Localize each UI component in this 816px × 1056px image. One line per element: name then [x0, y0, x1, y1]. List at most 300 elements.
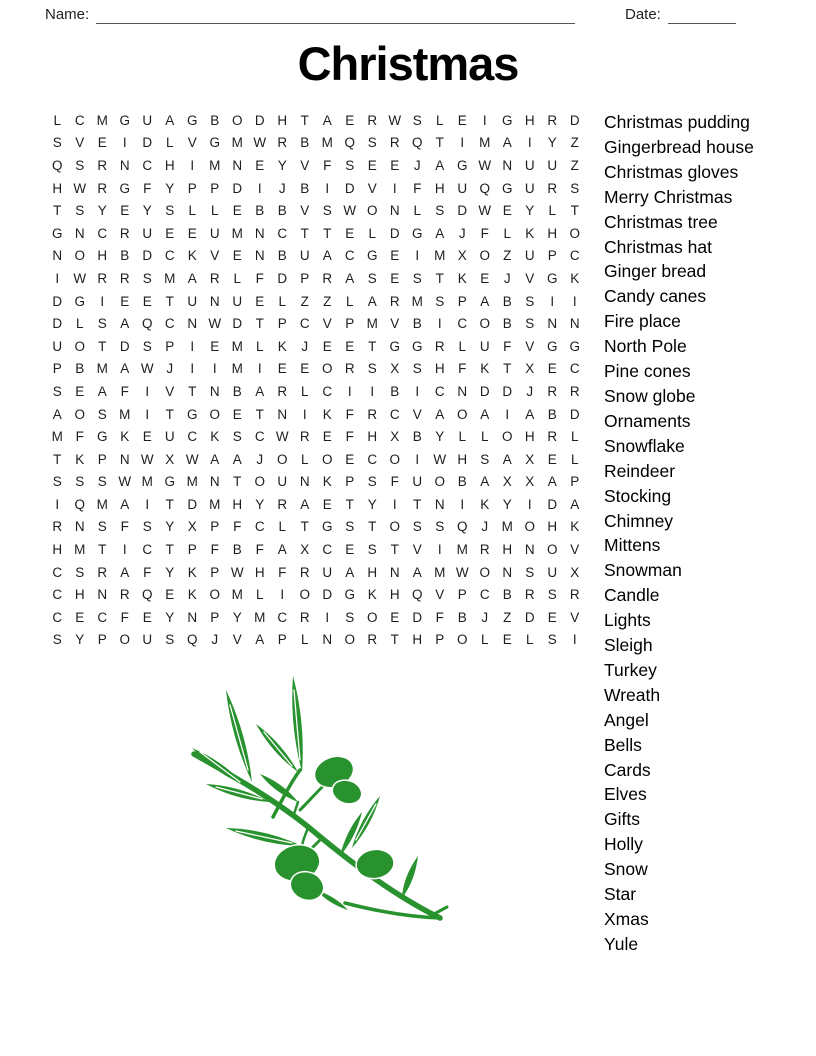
grid-letter: L: [458, 429, 466, 445]
word-list-item: Snow globe: [604, 385, 696, 406]
grid-letter: E: [390, 270, 400, 286]
grid-letter: Y: [525, 203, 535, 219]
grid-letter: K: [277, 338, 287, 354]
grid-letter: L: [300, 451, 309, 467]
grid-letter: F: [413, 180, 422, 196]
grid-letter: U: [524, 157, 535, 173]
grid-letter: P: [457, 587, 467, 603]
grid-letter: W: [118, 474, 132, 490]
grid-letter: E: [97, 135, 107, 151]
grid-letter: P: [165, 338, 175, 354]
grid-letter: E: [120, 203, 130, 219]
grid-letter: I: [550, 293, 555, 309]
grid-letter: W: [185, 451, 199, 467]
grid-letter: T: [413, 496, 422, 512]
grid-letter: U: [524, 248, 535, 264]
grid-letter: O: [344, 632, 355, 648]
grid-letter: L: [300, 383, 309, 399]
grid-letter: T: [188, 383, 197, 399]
word-list-item: Elves: [604, 784, 647, 805]
grid-letter: V: [525, 270, 535, 286]
grid-letter: A: [255, 632, 265, 648]
word-list-item: Candy canes: [604, 286, 707, 307]
grid-letter: M: [321, 135, 333, 151]
grid-letter: G: [366, 248, 378, 264]
grid-letter: B: [300, 135, 310, 151]
grid-letter: C: [254, 519, 265, 535]
grid-letter: L: [188, 203, 196, 219]
grid-letter: M: [74, 542, 86, 558]
grid-letter: S: [525, 293, 535, 309]
grid-letter: S: [142, 519, 152, 535]
grid-letter: B: [547, 406, 557, 422]
grid-letter: I: [325, 180, 330, 196]
grid-letter: Q: [74, 496, 85, 512]
grid-letter: I: [280, 587, 285, 603]
grid-letter: O: [479, 564, 490, 580]
grid-letter: I: [325, 609, 330, 625]
grid-letter: X: [570, 564, 580, 580]
grid-letter: I: [100, 293, 105, 309]
grid-letter: L: [525, 632, 534, 648]
grid-letter: A: [120, 361, 130, 377]
grid-letter: O: [209, 406, 220, 422]
grid-letter: X: [502, 474, 512, 490]
grid-letter: N: [97, 587, 108, 603]
grid-letter: B: [75, 361, 85, 377]
grid-letter: O: [231, 112, 243, 128]
grid-letter: R: [277, 383, 288, 399]
grid-letter: O: [74, 406, 85, 422]
word-list-item: Merry Christmas: [604, 186, 733, 207]
grid-letter: E: [367, 157, 377, 173]
grid-letter: G: [389, 338, 400, 354]
grid-letter: S: [75, 474, 85, 490]
grid-letter: W: [343, 203, 357, 219]
grid-letter: S: [367, 474, 377, 490]
grid-letter: E: [345, 112, 355, 128]
grid-letter: F: [143, 180, 152, 196]
grid-letter: F: [75, 429, 84, 445]
grid-letter: A: [210, 451, 220, 467]
grid-letter: S: [142, 270, 152, 286]
grid-letter: O: [209, 587, 220, 603]
page-title: Christmas: [297, 37, 519, 90]
grid-letter: B: [457, 474, 467, 490]
grid-letter: N: [389, 203, 400, 219]
grid-letter: Y: [165, 180, 175, 196]
grid-letter: M: [231, 225, 243, 241]
grid-letter: R: [299, 429, 310, 445]
grid-letter: U: [479, 338, 490, 354]
grid-letter: E: [232, 406, 242, 422]
grid-letter: N: [209, 383, 220, 399]
grid-letter: A: [367, 293, 377, 309]
grid-letter: D: [389, 225, 400, 241]
grid-letter: E: [142, 429, 152, 445]
grid-letter: I: [55, 496, 60, 512]
grid-letter: V: [570, 542, 580, 558]
grid-letter: P: [277, 316, 287, 332]
grid-letter: R: [277, 135, 288, 151]
grid-letter: T: [53, 203, 62, 219]
grid-letter: O: [479, 248, 490, 264]
grid-letter: X: [525, 361, 535, 377]
grid-letter: E: [547, 451, 557, 467]
grid-letter: O: [524, 519, 535, 535]
grid-letter: U: [457, 180, 468, 196]
grid-letter: B: [502, 293, 512, 309]
grid-letter: U: [547, 564, 558, 580]
grid-letter: C: [322, 383, 333, 399]
grid-letter: M: [51, 429, 63, 445]
grid-letter: S: [547, 587, 557, 603]
grid-letter: B: [120, 248, 130, 264]
grid-letter: H: [74, 587, 85, 603]
grid-letter: S: [97, 406, 107, 422]
grid-letter: A: [435, 406, 445, 422]
grid-letter: P: [210, 180, 220, 196]
grid-letter: D: [187, 496, 198, 512]
word-list-item: Stocking: [604, 485, 672, 506]
word-list-item: Gifts: [604, 809, 640, 830]
grid-letter: M: [254, 609, 266, 625]
grid-letter: B: [232, 542, 242, 558]
grid-letter: E: [120, 293, 130, 309]
grid-letter: E: [345, 338, 355, 354]
grid-letter: C: [142, 542, 153, 558]
grid-letter: S: [75, 203, 85, 219]
grid-letter: G: [569, 338, 580, 354]
grid-letter: U: [142, 112, 153, 128]
word-list-item: North Pole: [604, 336, 687, 357]
grid-letter: P: [435, 632, 445, 648]
grid-letter: X: [525, 451, 535, 467]
grid-letter: L: [300, 632, 309, 648]
grid-letter: E: [322, 429, 332, 445]
grid-letter: I: [527, 496, 532, 512]
grid-letter: C: [434, 383, 445, 399]
grid-letter: I: [415, 248, 420, 264]
grid-letter: V: [367, 180, 377, 196]
grid-letter: S: [345, 519, 355, 535]
grid-letter: I: [190, 338, 195, 354]
grid-letter: H: [164, 157, 175, 173]
grid-letter: M: [411, 293, 423, 309]
grid-letter: Y: [75, 632, 85, 648]
grid-letter: R: [209, 270, 220, 286]
grid-letter: A: [345, 270, 355, 286]
grid-letter: B: [390, 383, 400, 399]
grid-letter: E: [390, 609, 400, 625]
word-list-item: Star: [604, 884, 637, 905]
grid-letter: H: [52, 542, 63, 558]
grid-letter: V: [165, 383, 175, 399]
grid-letter: E: [277, 361, 287, 377]
word-list-item: Ginger bread: [604, 261, 707, 282]
grid-letter: K: [322, 406, 332, 422]
grid-letter: S: [97, 316, 107, 332]
grid-letter: K: [525, 225, 535, 241]
grid-letter: I: [572, 632, 577, 648]
grid-letter: X: [165, 451, 175, 467]
grid-letter: C: [164, 248, 175, 264]
grid-letter: U: [164, 429, 175, 445]
grid-letter: R: [52, 519, 63, 535]
grid-letter: Z: [570, 157, 579, 173]
grid-letter: Q: [479, 180, 490, 196]
grid-letter: M: [231, 361, 243, 377]
grid-letter: E: [502, 632, 512, 648]
grid-letter: F: [255, 270, 264, 286]
grid-letter: A: [277, 542, 287, 558]
grid-letter: E: [345, 542, 355, 558]
grid-letter: I: [482, 112, 487, 128]
grid-letter: R: [547, 112, 558, 128]
grid-letter: T: [255, 406, 264, 422]
grid-letter: W: [478, 203, 492, 219]
word-list-item: Chimney: [604, 510, 674, 531]
grid-letter: J: [256, 451, 264, 467]
grid-letter: K: [210, 429, 220, 445]
grid-letter: C: [187, 429, 198, 445]
grid-letter: W: [140, 361, 154, 377]
grid-letter: A: [435, 225, 445, 241]
grid-letter: T: [570, 203, 579, 219]
grid-letter: S: [52, 383, 62, 399]
grid-letter: R: [322, 270, 333, 286]
word-list-item: Gingerbread house: [604, 136, 754, 157]
grid-letter: F: [120, 609, 129, 625]
grid-letter: V: [300, 203, 310, 219]
grid-letter: S: [97, 519, 107, 535]
grid-letter: N: [502, 564, 513, 580]
grid-letter: C: [322, 542, 333, 558]
grid-letter: I: [370, 383, 375, 399]
grid-letter: M: [96, 112, 108, 128]
grid-letter: I: [55, 270, 60, 286]
grid-letter: M: [231, 587, 243, 603]
date-field: [625, 6, 743, 24]
grid-letter: I: [257, 361, 262, 377]
name-label: Name:: [45, 6, 90, 23]
grid-letter: P: [345, 316, 355, 332]
grid-letter: I: [257, 180, 262, 196]
grid-letter: A: [502, 135, 512, 151]
grid-letter: M: [96, 496, 108, 512]
grid-letter: A: [120, 496, 130, 512]
grid-letter: Q: [141, 316, 153, 332]
grid-letter: H: [547, 225, 558, 241]
word-list-item: Yule: [604, 933, 639, 954]
grid-letter: M: [141, 474, 153, 490]
word-list-item: Snow: [604, 859, 648, 880]
grid-letter: S: [52, 474, 62, 490]
grid-letter: F: [480, 225, 489, 241]
grid-letter: T: [233, 474, 242, 490]
grid-letter: N: [254, 225, 265, 241]
word-list-item: Christmas gloves: [604, 161, 739, 182]
grid-letter: S: [412, 112, 422, 128]
grid-letter: G: [546, 270, 558, 286]
grid-letter: O: [434, 474, 445, 490]
grid-letter: X: [300, 542, 310, 558]
grid-letter: M: [231, 338, 243, 354]
grid-letter: R: [119, 225, 130, 241]
grid-letter: H: [434, 361, 445, 377]
grid-letter: U: [52, 338, 63, 354]
grid-letter: O: [389, 519, 400, 535]
grid-letter: E: [300, 361, 310, 377]
grid-letter: Z: [503, 609, 512, 625]
grid-letter: R: [524, 587, 535, 603]
olive-branch-illustration: [190, 660, 450, 940]
grid-letter: A: [345, 564, 355, 580]
grid-letter: N: [524, 542, 535, 558]
grid-letter: B: [412, 316, 422, 332]
grid-letter: C: [569, 361, 580, 377]
grid-letter: S: [570, 180, 580, 196]
grid-letter: D: [569, 112, 580, 128]
grid-letter: J: [503, 270, 511, 286]
grid-letter: G: [119, 112, 130, 128]
grid-letter: E: [345, 225, 355, 241]
grid-letter: L: [570, 429, 579, 445]
grid-letter: L: [53, 112, 61, 128]
grid-letter: R: [299, 564, 310, 580]
grid-letter: V: [322, 316, 332, 332]
grid-letter: G: [411, 338, 423, 354]
grid-letter: L: [165, 135, 174, 151]
grid-letter: K: [75, 451, 85, 467]
grid-letter: N: [389, 564, 400, 580]
grid-letter: Y: [232, 609, 242, 625]
grid-letter: C: [74, 112, 85, 128]
grid-letter: A: [547, 474, 557, 490]
grid-letter: C: [97, 225, 108, 241]
grid-letter: W: [230, 564, 244, 580]
grid-letter: A: [120, 564, 130, 580]
grid-letter: O: [74, 338, 85, 354]
grid-letter: R: [97, 157, 108, 173]
grid-letter: S: [525, 564, 535, 580]
grid-letter: L: [345, 293, 354, 309]
grid-letter: B: [412, 429, 422, 445]
grid-letter: T: [368, 338, 377, 354]
date-label: Date:: [625, 6, 661, 23]
grid-letter: N: [187, 609, 198, 625]
grid-letter: B: [232, 383, 242, 399]
grid-letter: L: [570, 451, 579, 467]
grid-letter: L: [75, 316, 84, 332]
grid-letter: T: [390, 542, 399, 558]
grid-letter: F: [323, 157, 332, 173]
grid-letter: S: [142, 338, 152, 354]
grid-letter: P: [300, 270, 310, 286]
olive-branch-svg: [190, 660, 450, 940]
name-blank-line: [96, 8, 575, 24]
grid-letter: U: [547, 157, 558, 173]
grid-letter: Z: [300, 293, 309, 309]
word-list-item: Reindeer: [604, 460, 676, 481]
grid-letter: D: [119, 338, 130, 354]
grid-letter: Y: [165, 519, 175, 535]
word-list-item: Xmas: [604, 909, 649, 929]
grid-letter: Q: [411, 135, 423, 151]
grid-letter: A: [412, 564, 422, 580]
grid-letter: G: [546, 338, 558, 354]
grid-letter: X: [390, 429, 400, 445]
grid-letter: T: [165, 293, 174, 309]
grid-letter: L: [255, 338, 264, 354]
grid-letter: N: [322, 632, 333, 648]
grid-letter: A: [435, 157, 445, 173]
grid-letter: F: [390, 474, 399, 490]
grid-letter: D: [277, 270, 288, 286]
grid-letter: G: [119, 180, 130, 196]
grid-letter: O: [456, 406, 468, 422]
grid-letter: Q: [186, 632, 198, 648]
grid-letter: L: [503, 225, 511, 241]
grid-letter: I: [347, 383, 352, 399]
grid-letter: P: [570, 474, 580, 490]
grid-letter: V: [570, 609, 580, 625]
grid-letter: D: [142, 135, 153, 151]
grid-letter: E: [232, 248, 242, 264]
grid-letter: S: [547, 632, 557, 648]
grid-letter: R: [569, 383, 580, 399]
grid-letter: S: [367, 361, 377, 377]
word-list-item: Ornaments: [604, 410, 691, 431]
grid-letter: U: [524, 180, 535, 196]
grid-letter: N: [547, 316, 558, 332]
grid-letter: E: [255, 157, 265, 173]
grid-letter: W: [140, 451, 154, 467]
grid-letter: U: [277, 474, 288, 490]
grid-letter: K: [480, 361, 490, 377]
grid-letter: C: [277, 225, 288, 241]
grid-letter: R: [547, 383, 558, 399]
grid-letter: J: [301, 338, 309, 354]
grid-letter: H: [524, 429, 535, 445]
grid-letter: C: [97, 609, 108, 625]
grid-letter: L: [278, 293, 286, 309]
grid-letter: O: [456, 632, 468, 648]
grid-letter: V: [412, 542, 422, 558]
grid-letter: P: [457, 293, 467, 309]
word-list-item: Mittens: [604, 535, 661, 556]
grid-letter: S: [367, 270, 377, 286]
grid-letter: B: [457, 609, 467, 625]
grid-letter: R: [119, 270, 130, 286]
grid-letter: I: [122, 542, 127, 558]
grid-letter: P: [277, 632, 287, 648]
grid-letter: S: [97, 474, 107, 490]
grid-letter: O: [74, 248, 85, 264]
grid-letter: D: [502, 383, 513, 399]
grid-letter: S: [412, 361, 422, 377]
grid-letter: K: [570, 270, 580, 286]
grid-letter: S: [165, 203, 175, 219]
grid-letter: E: [142, 609, 152, 625]
grid-letter: A: [52, 406, 62, 422]
grid-letter: N: [119, 451, 130, 467]
grid-letter: F: [210, 542, 219, 558]
grid-letter: G: [186, 112, 198, 128]
grid-letter: W: [275, 429, 289, 445]
grid-letter: P: [187, 180, 197, 196]
grid-letter: E: [322, 496, 332, 512]
